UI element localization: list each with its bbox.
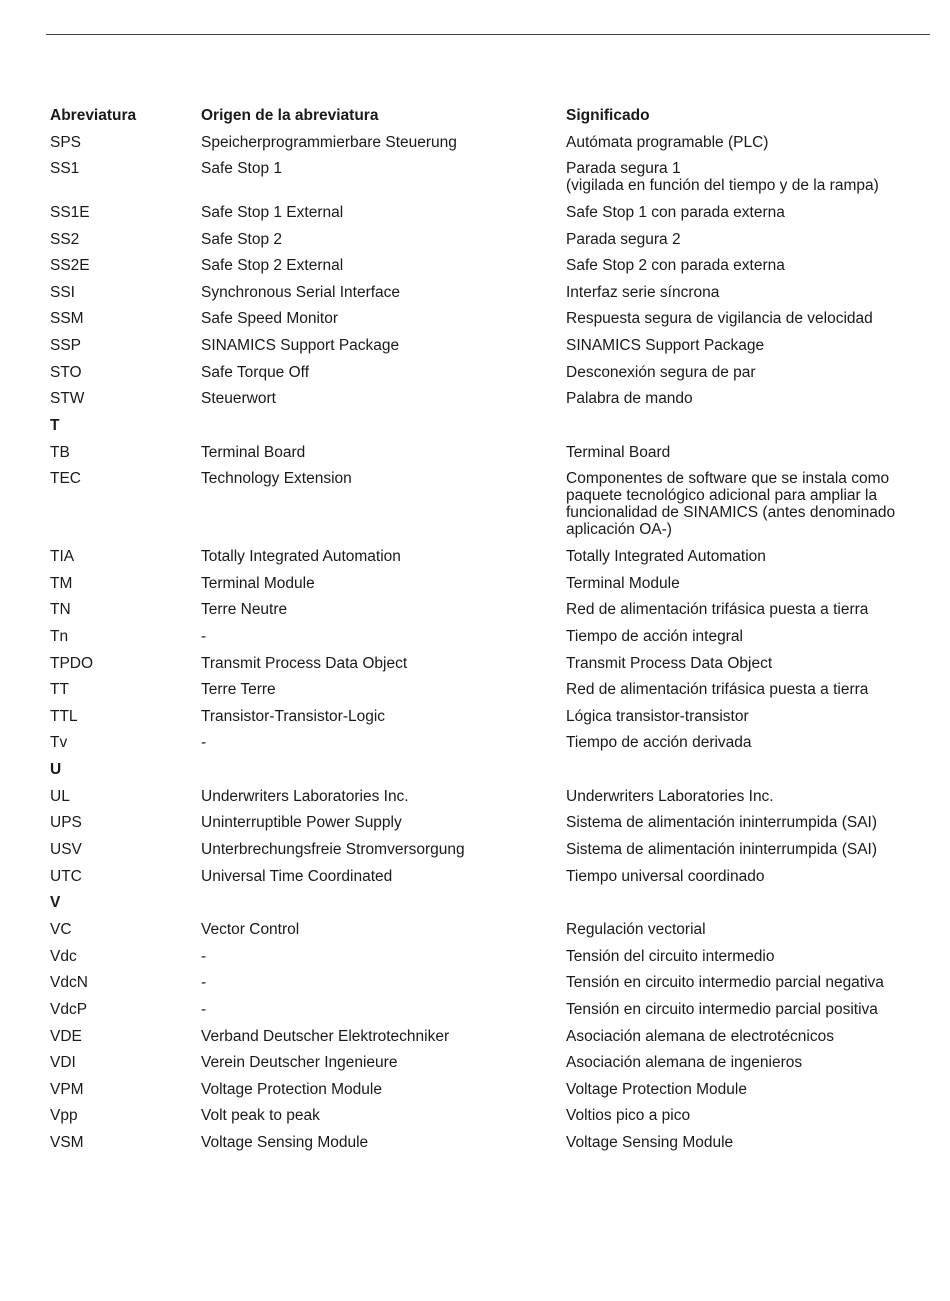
meaning-line: Tiempo de acción integral — [566, 627, 743, 645]
meaning-cell — [562, 227, 916, 254]
meaning-line: (vigilada en función del tiempo y de la rampa) — [566, 177, 879, 195]
origin-cell: Terre Neutre — [201, 601, 288, 619]
table-row — [46, 333, 916, 360]
meaning-cell — [562, 597, 916, 624]
table-header-row — [46, 103, 916, 130]
meaning-line: Transmit Process Data Object — [566, 654, 773, 672]
abbreviation-cell: TPDO — [50, 654, 94, 672]
meaning-cell — [562, 280, 916, 307]
table-row — [46, 1024, 916, 1051]
table-row — [46, 624, 916, 651]
origin-cell: - — [201, 627, 207, 645]
abbreviation-cell: TT — [50, 681, 69, 699]
abbreviation-cell: SSM — [50, 310, 84, 328]
abbreviation-cell: Vdc — [50, 947, 77, 965]
origin-cell: Voltage Protection Module — [201, 1080, 382, 1098]
abbreviation-cell: STW — [50, 390, 85, 408]
meaning-cell — [562, 1103, 916, 1130]
origin-cell: Transmit Process Data Object — [201, 654, 408, 672]
table-row — [46, 253, 916, 280]
meaning-line: Asociación alemana de electrotécnicos — [566, 1027, 834, 1045]
origin-cell: Safe Stop 1 External — [201, 203, 344, 221]
origin-cell: Safe Torque Off — [201, 363, 310, 381]
meaning-line: funcionalidad de SINAMICS (antes denominado — [566, 504, 896, 522]
origin-cell: SINAMICS Support Package — [201, 337, 400, 355]
meaning-line: Totally Integrated Automation — [566, 547, 766, 565]
abbreviation-cell: SSI — [50, 283, 75, 301]
abbreviation-cell: STO — [50, 363, 82, 381]
meaning-line: Regulación vectorial — [566, 920, 706, 938]
origin-cell: Steuerwort — [201, 390, 276, 408]
table-row — [46, 544, 916, 571]
abbreviation-cell: UL — [50, 787, 70, 805]
meaning-cell — [562, 784, 916, 811]
section-letter: U — [50, 761, 62, 779]
origin-cell: Safe Stop 2 External — [201, 257, 344, 275]
table-row — [46, 360, 916, 387]
meaning-line: Red de alimentación trifásica puesta a tierra — [566, 681, 869, 699]
meaning-line: SINAMICS Support Package — [566, 337, 765, 355]
table-row — [46, 997, 916, 1024]
meaning-line: Autómata programable (PLC) — [566, 133, 769, 151]
meaning-line: Terminal Module — [566, 574, 680, 592]
abbreviation-cell: VDI — [50, 1054, 76, 1072]
meaning-line: Respuesta segura de vigilancia de velocidad — [566, 310, 873, 328]
origin-cell: Safe Stop 2 — [201, 230, 283, 248]
column-header-abbreviation: Abreviatura — [50, 107, 137, 124]
table-row — [46, 130, 916, 157]
meaning-cell — [562, 704, 916, 731]
section-letter: V — [50, 894, 61, 912]
table-row — [46, 651, 916, 678]
meaning-line: Sistema de alimentación ininterrumpida (SAI) — [566, 814, 877, 832]
table-row — [46, 280, 916, 307]
meaning-line: Interfaz serie síncrona — [566, 283, 720, 301]
meaning-cell — [562, 571, 916, 598]
origin-cell: Terminal Module — [201, 574, 315, 592]
meaning-cell — [562, 730, 916, 757]
meaning-cell — [562, 1077, 916, 1104]
table-row — [46, 466, 916, 544]
origin-cell: Voltage Sensing Module — [201, 1134, 369, 1152]
abbreviation-cell: UPS — [50, 814, 82, 832]
table-row — [46, 227, 916, 254]
meaning-line: Terminal Board — [566, 443, 671, 461]
meaning-cell — [562, 864, 916, 891]
meaning-cell — [562, 360, 916, 387]
origin-cell: Uninterruptible Power Supply — [201, 814, 402, 832]
table-row — [46, 730, 916, 757]
meaning-cell — [562, 624, 916, 651]
origin-cell: Terre Terre — [201, 681, 276, 699]
column-header-origin: Origen de la abreviatura — [201, 107, 379, 124]
abbreviation-cell: USV — [50, 841, 82, 859]
meaning-cell — [562, 466, 916, 544]
meaning-line: Tiempo universal coordinado — [566, 867, 765, 885]
meaning-line: Lógica transistor-transistor — [566, 707, 749, 725]
meaning-line: Palabra de mando — [566, 390, 693, 408]
abbreviation-cell: TTL — [50, 707, 78, 725]
table-row — [46, 386, 916, 413]
meaning-cell — [562, 970, 916, 997]
table-row — [46, 440, 916, 467]
table-row — [46, 704, 916, 731]
abbreviation-cell: VPM — [50, 1080, 84, 1098]
letter-section-row — [46, 890, 916, 917]
abbreviation-cell: VdcP — [50, 1000, 88, 1018]
meaning-line: Tiempo de acción derivada — [566, 734, 752, 752]
table-row — [46, 200, 916, 227]
meaning-line: Underwriters Laboratories Inc. — [566, 787, 774, 805]
abbreviation-cell: Tv — [50, 734, 68, 752]
origin-cell: Verband Deutscher Elektrotechniker — [201, 1027, 450, 1045]
header-rule — [46, 34, 930, 35]
meaning-cell — [562, 1024, 916, 1051]
abbreviation-cell: SPS — [50, 133, 82, 151]
table-row — [46, 837, 916, 864]
table-row — [46, 1077, 916, 1104]
letter-section-row — [46, 757, 916, 784]
meaning-cell — [562, 837, 916, 864]
origin-cell: - — [201, 947, 207, 965]
meaning-cell — [562, 944, 916, 971]
origin-cell: - — [201, 974, 207, 992]
origin-cell: Vector Control — [201, 920, 300, 938]
meaning-line: Componentes de software que se instala como — [566, 470, 890, 488]
table-row — [46, 917, 916, 944]
meaning-line: Asociación alemana de ingenieros — [566, 1054, 803, 1072]
origin-cell: Verein Deutscher Ingenieure — [201, 1054, 398, 1072]
table-row — [46, 571, 916, 598]
abbreviation-cell: TEC — [50, 470, 81, 488]
meaning-line: aplicación OA-) — [566, 521, 672, 539]
origin-cell: Universal Time Coordinated — [201, 867, 393, 885]
meaning-cell — [562, 386, 916, 413]
column-header-meaning: Significado — [566, 107, 650, 124]
meaning-line: Parada segura 2 — [566, 230, 681, 248]
abbreviation-cell: VC — [50, 920, 72, 938]
table-row — [46, 1130, 916, 1157]
meaning-cell — [562, 440, 916, 467]
letter-section-row — [46, 413, 916, 440]
origin-cell: Safe Stop 1 — [201, 160, 283, 178]
meaning-line: Tensión del circuito intermedio — [566, 947, 775, 965]
origin-cell: Safe Speed Monitor — [201, 310, 339, 328]
meaning-cell — [562, 306, 916, 333]
origin-cell: Terminal Board — [201, 443, 306, 461]
abbreviation-cell: VSM — [50, 1134, 84, 1152]
meaning-line: Voltage Protection Module — [566, 1080, 747, 1098]
abbreviation-cell: TIA — [50, 547, 75, 565]
abbreviation-cell: SS2E — [50, 257, 90, 275]
section-letter: T — [50, 417, 60, 435]
table-row — [46, 597, 916, 624]
table-row — [46, 306, 916, 333]
table-row — [46, 1050, 916, 1077]
meaning-line: Sistema de alimentación ininterrumpida (SAI) — [566, 841, 877, 859]
origin-cell: Totally Integrated Automation — [201, 547, 401, 565]
meaning-cell — [562, 200, 916, 227]
meaning-line: Tensión en circuito intermedio parcial positiva — [566, 1000, 878, 1018]
abbreviation-cell: Vpp — [50, 1107, 78, 1125]
table-row — [46, 677, 916, 704]
abbreviation-cell: TN — [50, 601, 71, 619]
meaning-cell — [562, 997, 916, 1024]
abbreviation-cell: VdcN — [50, 974, 88, 992]
abbreviation-table — [46, 103, 916, 1157]
abbreviation-cell: TM — [50, 574, 73, 592]
meaning-cell — [562, 917, 916, 944]
abbreviation-cell: SS1E — [50, 203, 90, 221]
table-row — [46, 1103, 916, 1130]
origin-cell: - — [201, 734, 207, 752]
origin-cell: Transistor-Transistor-Logic — [201, 707, 386, 725]
meaning-cell — [562, 333, 916, 360]
meaning-line: Parada segura 1 — [566, 160, 681, 178]
table-row — [46, 810, 916, 837]
meaning-cell — [562, 544, 916, 571]
meaning-line: Voltios pico a pico — [566, 1107, 691, 1125]
table-row — [46, 864, 916, 891]
abbreviation-cell: SSP — [50, 337, 82, 355]
origin-cell: Underwriters Laboratories Inc. — [201, 787, 409, 805]
table-row — [46, 970, 916, 997]
meaning-cell — [562, 253, 916, 280]
abbreviation-cell: Tn — [50, 627, 69, 645]
meaning-cell — [562, 677, 916, 704]
meaning-line: Safe Stop 2 con parada externa — [566, 257, 785, 275]
meaning-line: paquete tecnológico adicional para ampliar la — [566, 487, 878, 505]
abbreviation-cell: VDE — [50, 1027, 82, 1045]
table-row — [46, 784, 916, 811]
abbreviation-cell: SS2 — [50, 230, 80, 248]
origin-cell: Speicherprogrammierbare Steuerung — [201, 133, 457, 151]
origin-cell: Unterbrechungsfreie Stromversorgung — [201, 841, 465, 859]
abbreviation-cell: SS1 — [50, 160, 80, 178]
meaning-cell — [562, 651, 916, 678]
origin-cell: Technology Extension — [201, 470, 352, 488]
origin-cell: Volt peak to peak — [201, 1107, 320, 1125]
origin-cell: Synchronous Serial Interface — [201, 283, 401, 301]
meaning-cell — [562, 1130, 916, 1157]
meaning-cell — [562, 156, 916, 200]
meaning-line: Safe Stop 1 con parada externa — [566, 203, 785, 221]
origin-cell: - — [201, 1000, 207, 1018]
table-row — [46, 944, 916, 971]
abbreviation-cell: TB — [50, 443, 70, 461]
meaning-line: Voltage Sensing Module — [566, 1134, 734, 1152]
meaning-cell — [562, 1050, 916, 1077]
meaning-cell — [562, 810, 916, 837]
table-row — [46, 156, 916, 200]
abbreviation-cell: UTC — [50, 867, 82, 885]
meaning-line: Desconexión segura de par — [566, 363, 756, 381]
meaning-line: Red de alimentación trifásica puesta a tierra — [566, 601, 869, 619]
meaning-cell — [562, 130, 916, 157]
meaning-line: Tensión en circuito intermedio parcial negativa — [566, 974, 884, 992]
table-body — [46, 130, 916, 1157]
